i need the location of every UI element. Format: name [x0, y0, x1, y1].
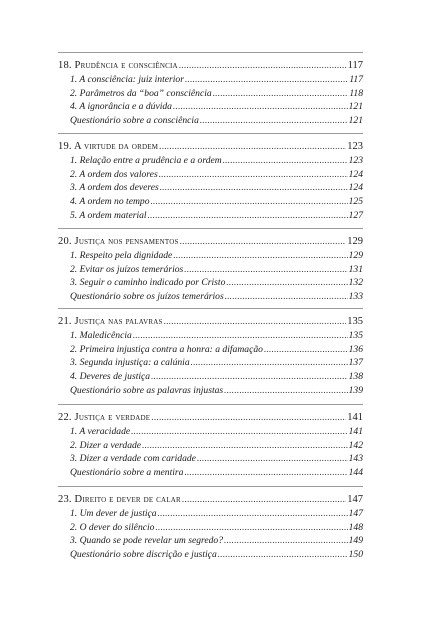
leader-dots	[133, 330, 348, 340]
chapter-heading	[58, 236, 363, 250]
toc-entry	[58, 210, 363, 224]
page-number: 135	[348, 329, 363, 341]
leader-dots	[213, 88, 349, 98]
page-number: 123	[347, 141, 363, 152]
page-number: 127	[348, 209, 363, 221]
toc-entry	[58, 453, 363, 467]
divider	[58, 404, 363, 405]
entry-title: 2. Dizer a verdade	[70, 439, 142, 451]
toc-entry	[58, 440, 363, 454]
leader-dots	[159, 141, 346, 151]
page-number: 143	[348, 453, 363, 465]
entry-title: 1. Relação entre a prudência e a ordem	[70, 154, 222, 166]
page-number: 129	[348, 249, 363, 261]
divider	[58, 133, 363, 134]
leader-dots	[223, 155, 348, 165]
divider	[58, 52, 363, 53]
leader-dots	[164, 316, 347, 326]
entry-title: 1. Maledicência	[70, 329, 132, 341]
chapter-heading	[58, 141, 363, 155]
page-number: 141	[347, 412, 363, 423]
entry-title: 1. A consciência: juiz interior	[70, 73, 184, 85]
leader-dots	[218, 549, 348, 559]
leader-dots	[173, 250, 347, 260]
leader-dots	[179, 60, 347, 70]
page-number: 124	[348, 168, 363, 180]
page-number: 132	[348, 277, 363, 289]
toc-entry	[58, 371, 363, 385]
leader-dots	[173, 101, 348, 111]
leader-dots	[131, 426, 347, 436]
leader-dots	[191, 357, 348, 367]
page-number: 117	[349, 73, 363, 85]
divider	[58, 486, 363, 487]
entry-title: 3. Dizer a verdade com caridade	[70, 453, 196, 465]
leader-dots	[182, 494, 346, 504]
toc-entry	[58, 291, 363, 305]
leader-dots	[184, 264, 347, 274]
entry-title: 2. Parâmetros da “boa” consciência	[70, 87, 212, 99]
leader-dots	[200, 115, 348, 125]
page-number: 139	[348, 384, 363, 396]
leader-dots	[185, 74, 348, 84]
chapter-heading	[58, 60, 363, 74]
entry-title: 1. A veracidade	[70, 425, 131, 437]
leader-dots	[159, 169, 348, 179]
entry-title: Questionário sobre as palavras injustas	[70, 384, 224, 396]
toc-chapter-20	[58, 228, 363, 305]
leader-dots	[197, 453, 348, 463]
page-number: 138	[348, 371, 363, 383]
toc-entry	[58, 330, 363, 344]
toc-entry	[58, 115, 363, 129]
leader-dots	[155, 522, 347, 532]
page-number: 149	[348, 535, 363, 547]
page-number: 133	[348, 291, 363, 303]
page-number: 124	[348, 182, 363, 194]
toc-entry	[58, 357, 363, 371]
entry-title: 1. Um dever de justiça	[70, 507, 157, 519]
toc-entry	[58, 344, 363, 358]
entry-title: Questionário sobre discrição e justiça	[70, 549, 217, 561]
toc-chapter-22	[58, 404, 363, 481]
page-number: 137	[348, 357, 363, 369]
toc-chapter-23	[58, 486, 363, 563]
page-number: 135	[347, 316, 363, 327]
entry-title: Questionário sobre os juízos temerários	[70, 291, 224, 303]
leader-dots	[158, 508, 348, 518]
page-number: 131	[348, 263, 363, 275]
leader-dots	[264, 344, 348, 354]
toc-entry	[58, 535, 363, 549]
entry-title: 2. O dever do silêncio	[70, 521, 155, 533]
toc-chapter-18	[58, 52, 363, 129]
chapter-heading	[58, 494, 363, 508]
toc-entry	[58, 508, 363, 522]
entry-title: 5. A ordem material	[70, 209, 147, 221]
page-number: 147	[348, 507, 363, 519]
chapter-title: 18. Prudência e consciência	[58, 60, 178, 71]
toc-entry	[58, 467, 363, 481]
toc-entry	[58, 549, 363, 563]
entry-title: 1. Respeito pela dignidade	[70, 249, 173, 261]
toc-entry	[58, 74, 363, 88]
entry-title: 3. Segunda injustiça: a calúnia	[70, 357, 190, 369]
page-number: 141	[348, 425, 363, 437]
toc-entry	[58, 196, 363, 210]
toc-entry	[58, 277, 363, 291]
leader-dots	[142, 440, 348, 450]
leader-dots	[160, 182, 348, 192]
entry-title: 3. Seguir o caminho indicado por Cristo	[70, 277, 226, 289]
toc-entry	[58, 169, 363, 183]
chapter-title: 19. A virtude da ordem	[58, 141, 159, 152]
divider	[58, 228, 363, 229]
entry-title: 2. Evitar os juízos temerários	[70, 263, 184, 275]
leader-dots	[226, 277, 347, 287]
page-number: 129	[347, 236, 363, 247]
entry-title: 4. A ordem no tempo	[70, 196, 150, 208]
leader-dots	[151, 196, 348, 206]
chapter-title: 20. Justiça nos pensamentos	[58, 236, 179, 247]
page-number: 121	[348, 101, 363, 113]
page-number: 150	[348, 549, 363, 561]
leader-dots	[148, 210, 348, 220]
leader-dots	[224, 535, 348, 545]
page-number: 117	[347, 60, 363, 71]
chapter-title: 23. Direito e dever de calar	[58, 494, 181, 505]
toc-entry	[58, 385, 363, 399]
leader-dots	[224, 385, 347, 395]
entry-title: 2. A ordem dos valores	[70, 168, 158, 180]
entry-title: Questionário sobre a mentira	[70, 467, 184, 479]
chapter-heading	[58, 316, 363, 330]
entry-title: 3. Quando se pode revelar um segredo?	[70, 535, 224, 547]
page-number: 118	[349, 87, 363, 99]
entry-title: 2. Primeira injustiça contra a honra: a difamação	[70, 343, 263, 355]
chapter-title: 21. Justiça nas palavras	[58, 316, 163, 327]
toc-chapter-21	[58, 308, 363, 399]
leader-dots	[184, 467, 347, 477]
chapter-title: 22. Justiça e verdade	[58, 412, 151, 423]
toc-entry	[58, 182, 363, 196]
toc-entry	[58, 101, 363, 115]
toc-entry	[58, 522, 363, 536]
divider	[58, 308, 363, 309]
page-number: 136	[348, 343, 363, 355]
toc-entry	[58, 155, 363, 169]
toc-entry	[58, 264, 363, 278]
toc-entry	[58, 250, 363, 264]
leader-dots	[151, 412, 346, 422]
toc-entry	[58, 426, 363, 440]
page-number: 123	[348, 154, 363, 166]
leader-dots	[180, 236, 347, 246]
page-number: 125	[348, 196, 363, 208]
entry-title: 3. A ordem dos deveres	[70, 182, 159, 194]
leader-dots	[225, 291, 348, 301]
page-number: 147	[347, 494, 363, 505]
entry-title: Questionário sobre a consciência	[70, 115, 199, 127]
leader-dots	[151, 371, 348, 381]
entry-title: 4. Deveres de justiça	[70, 371, 151, 383]
page-number: 144	[348, 467, 363, 479]
chapter-heading	[58, 412, 363, 426]
toc-entry	[58, 88, 363, 102]
page-number: 148	[348, 521, 363, 533]
page-number: 142	[348, 439, 363, 451]
entry-title: 4. A ignorância e a dúvida	[70, 101, 172, 113]
page-number: 121	[348, 115, 363, 127]
toc-chapter-19	[58, 133, 363, 224]
